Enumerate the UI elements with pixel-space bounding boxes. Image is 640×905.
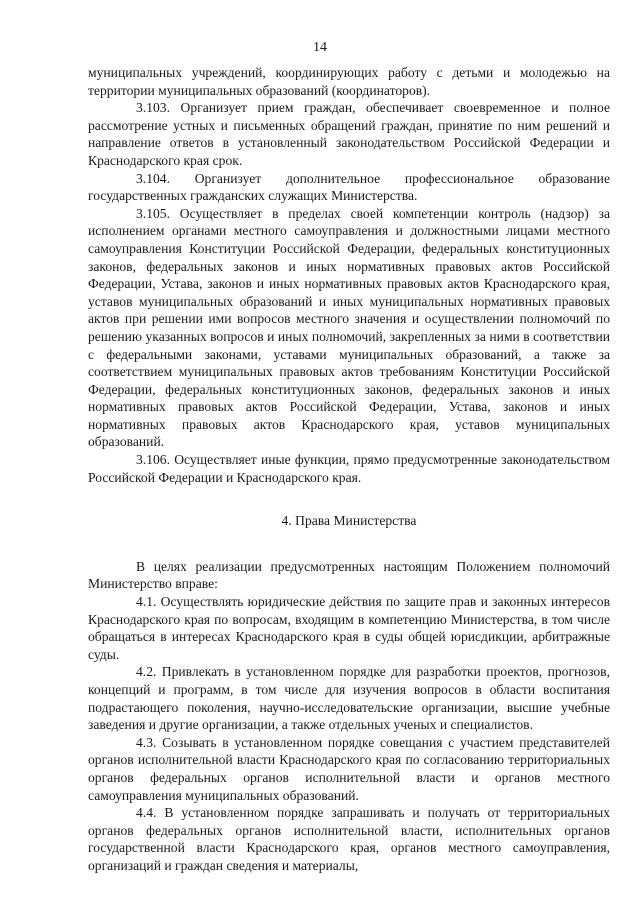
document-body bbox=[88, 64, 610, 875]
paragraph-3-106: 3.106. Осуществляет иные функции, прямо предусмотренные законодательством Российской Федерации и Краснодарского края. bbox=[88, 452, 610, 485]
paragraph-3-105: 3.105. Осуществляет в пределах своей компетенции контроль (надзор) за исполнением органами местного самоуправления и должностными лицами местного самоуправления Конституции Российской Федерации, федеральных конституционных законов, федеральных законов и иных нормативных правовых актов Российской Федерации, Устава, законов и иных нормативных правовых актов Краснодарского края, уставов муниципальных образований и иных муниципальных нормативных правовых актов при решении ими вопросов местного значения и осуществлении полномочий по решению указанных вопросов и иных полномочий, закрепленных за ними в соответствии с федеральными законами, уставами муниципальных образований, а также за соответствием муниципальных правовых актов требованиям Конституции Российской Федерации, федеральных конституционных законов, федеральных законов и иных нормативных правовых актов Российской Федерации, Устава, законов и иных нормативных правовых актов Краснодарского края, уставов муниципальных образований. bbox=[88, 205, 610, 450]
paragraph-continuation: муниципальных учреждений, координирующих работу с детьми и молодежью на территории муниципальных образований (координаторов). bbox=[88, 65, 610, 98]
paragraph-4-3: 4.3. Созывать в установленном порядке совещания с участием представителей органов исполнительной власти Краснодарского края по согласованию территориальных органов федеральных органов исполнительной власти и органов местного самоуправления муниципальных образований. bbox=[88, 734, 610, 803]
paragraph-3-103: 3.103. Организует прием граждан, обеспечивает своевременное и полное рассмотрение устных и письменных обращений граждан, принятие по ним решений и направление ответов в установленный законодательством Российской Федерации и Краснодарского края срок. bbox=[88, 100, 610, 168]
paragraph-4-1: 4.1. Осуществлять юридические действия по защите прав и законных интересов Краснодарского края по вопросам, входящим в компетенцию Министерства, в том числе обращаться в интересах Краснодарского края в суды общей юрисдикции, арбитражные суды. bbox=[88, 594, 610, 662]
paragraph-4-2: 4.2. Привлекать в установленном порядке для разработки проектов, прогнозов, концепций и программ, в том числе для изучения вопросов в области воспитания подрастающего поколения, научно-исследовательские организации, высшие учебные заведения и другие организации, а также отдельных ученых и специалистов. bbox=[88, 664, 610, 733]
paragraph-3-104: 3.104. Организует дополнительное профессиональное образование государственных гражданских служащих Министерства. bbox=[88, 170, 610, 204]
paragraph-4-4: 4.4. В установленном порядке запрашивать и получать от территориальных органов федеральных органов исполнительной власти, исполнительных органов государственной власти Краснодарского края, органов местного самоуправления, организаций и граждан сведения и материалы, bbox=[88, 805, 610, 873]
paragraph-4-intro: В целях реализации предусмотренных настоящим Положением полномочий Министерство вправе: bbox=[88, 558, 610, 592]
section-4-heading: 4. Права Министерства bbox=[281, 513, 417, 529]
page-number: 14 bbox=[313, 40, 327, 55]
